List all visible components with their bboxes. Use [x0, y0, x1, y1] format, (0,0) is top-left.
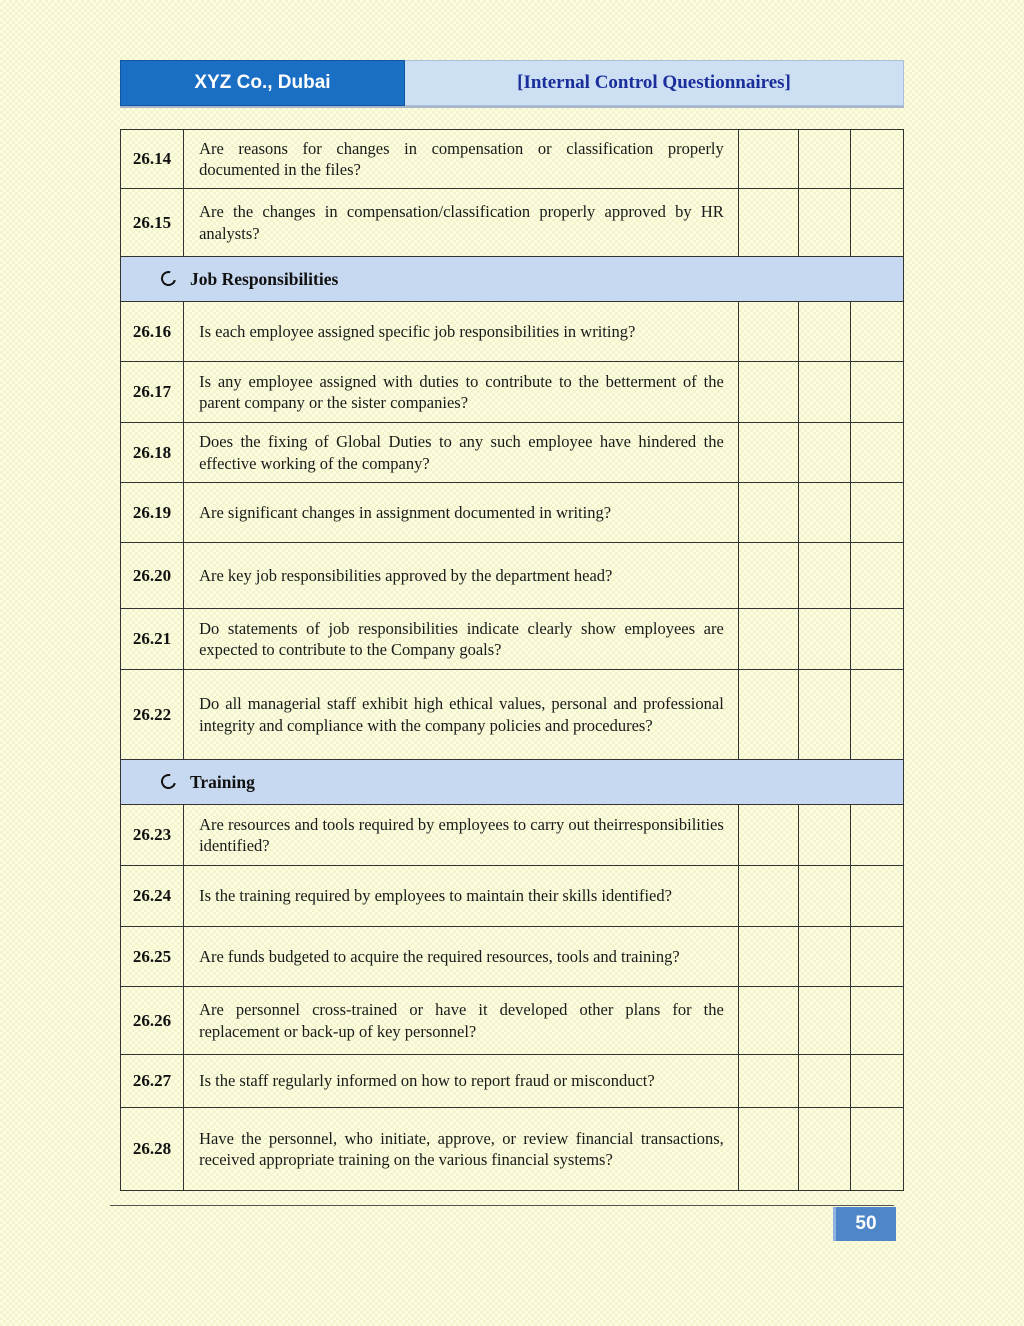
answer-cell-na[interactable]: [850, 543, 903, 609]
answer-cell-yes[interactable]: [738, 927, 798, 987]
circle-bullet-icon: [158, 268, 178, 288]
table-row: [121, 189, 904, 257]
table-row: [121, 670, 904, 760]
question-number: 26.19: [121, 483, 184, 543]
question-number: 26.26: [121, 987, 184, 1055]
question-text: Is the staff regularly informed on how to report fraud or misconduct?: [184, 1055, 739, 1108]
table-row: [121, 609, 904, 670]
table-row: [121, 483, 904, 543]
answer-cell-no[interactable]: [798, 927, 850, 987]
company-name: XYZ Co., Dubai: [120, 60, 405, 106]
document-title: [Internal Control Questionnaires]: [405, 60, 904, 106]
question-number: 26.16: [121, 302, 184, 362]
question-number: 26.28: [121, 1108, 184, 1191]
answer-cell-no[interactable]: [798, 866, 850, 927]
question-text: Are reasons for changes in compensation or classification properly documented in the files?: [184, 130, 739, 189]
question-text: Are significant changes in assignment documented in writing?: [184, 483, 739, 543]
table-row: [121, 362, 904, 423]
answer-cell-no[interactable]: [798, 670, 850, 760]
answer-cell-yes[interactable]: [738, 543, 798, 609]
question-number: 26.22: [121, 670, 184, 760]
table-row: [121, 1108, 904, 1191]
question-text: Are resources and tools required by employees to carry out theirresponsibilities identified?: [184, 805, 739, 866]
circle-bullet-icon: [158, 771, 178, 791]
question-text: Do all managerial staff exhibit high ethical values, personal and professional integrity and compliance with the company policies and procedures?: [184, 670, 739, 760]
question-number: 26.18: [121, 423, 184, 483]
answer-cell-na[interactable]: [850, 805, 903, 866]
question-number: 26.25: [121, 927, 184, 987]
question-number: 26.24: [121, 866, 184, 927]
table-row: [121, 543, 904, 609]
answer-cell-na[interactable]: [850, 866, 903, 927]
table-row: [121, 866, 904, 927]
question-text: Does the fixing of Global Duties to any such employee have hindered the effective working of the company?: [184, 423, 739, 483]
question-number: 26.17: [121, 362, 184, 423]
answer-cell-no[interactable]: [798, 805, 850, 866]
question-text: Is any employee assigned with duties to contribute to the betterment of the parent company or the sister companies?: [184, 362, 739, 423]
table-row: [121, 805, 904, 866]
answer-cell-na[interactable]: [850, 670, 903, 760]
answer-cell-yes[interactable]: [738, 302, 798, 362]
answer-cell-na[interactable]: [850, 483, 903, 543]
answer-cell-na[interactable]: [850, 1055, 903, 1108]
question-text: Is the training required by employees to maintain their skills identified?: [184, 866, 739, 927]
question-text: Are funds budgeted to acquire the required resources, tools and training?: [184, 927, 739, 987]
question-number: 26.27: [121, 1055, 184, 1108]
answer-cell-yes[interactable]: [738, 362, 798, 423]
question-text: Are the changes in compensation/classification properly approved by HR analysts?: [184, 189, 739, 257]
question-text: Are key job responsibilities approved by the department head?: [184, 543, 739, 609]
answer-cell-no[interactable]: [798, 483, 850, 543]
answer-cell-no[interactable]: [798, 987, 850, 1055]
answer-cell-na[interactable]: [850, 130, 903, 189]
answer-cell-yes[interactable]: [738, 670, 798, 760]
answer-cell-na[interactable]: [850, 362, 903, 423]
table-row: [121, 302, 904, 362]
answer-cell-na[interactable]: [850, 609, 903, 670]
page-header: [120, 60, 904, 108]
answer-cell-yes[interactable]: [738, 130, 798, 189]
answer-cell-na[interactable]: [850, 423, 903, 483]
section-title: Job Responsibilities: [190, 268, 339, 289]
section-row: [121, 760, 904, 805]
question-text: Do statements of job responsibilities indicate clearly show employees are expected to contribute to the Company goals?: [184, 609, 739, 670]
answer-cell-no[interactable]: [798, 302, 850, 362]
answer-cell-no[interactable]: [798, 609, 850, 670]
answer-cell-no[interactable]: [798, 1108, 850, 1191]
answer-cell-no[interactable]: [798, 543, 850, 609]
section-title: Training: [190, 771, 255, 792]
answer-cell-yes[interactable]: [738, 483, 798, 543]
answer-cell-na[interactable]: [850, 1108, 903, 1191]
answer-cell-no[interactable]: [798, 1055, 850, 1108]
answer-cell-na[interactable]: [850, 302, 903, 362]
answer-cell-no[interactable]: [798, 189, 850, 257]
questionnaire-table: [120, 129, 904, 1191]
answer-cell-yes[interactable]: [738, 609, 798, 670]
answer-cell-na[interactable]: [850, 987, 903, 1055]
table-row: [121, 423, 904, 483]
answer-cell-no[interactable]: [798, 362, 850, 423]
answer-cell-yes[interactable]: [738, 866, 798, 927]
page-number: 50: [833, 1207, 896, 1241]
answer-cell-no[interactable]: [798, 423, 850, 483]
answer-cell-na[interactable]: [850, 189, 903, 257]
answer-cell-yes[interactable]: [738, 423, 798, 483]
answer-cell-yes[interactable]: [738, 189, 798, 257]
table-row: [121, 927, 904, 987]
question-text: Are personnel cross-trained or have it developed other plans for the replacement or back-up of key personnel?: [184, 987, 739, 1055]
question-text: Is each employee assigned specific job responsibilities in writing?: [184, 302, 739, 362]
question-number: 26.23: [121, 805, 184, 866]
question-number: 26.14: [121, 130, 184, 189]
question-number: 26.20: [121, 543, 184, 609]
section-row: [121, 257, 904, 302]
answer-cell-no[interactable]: [798, 130, 850, 189]
question-number: 26.21: [121, 609, 184, 670]
answer-cell-yes[interactable]: [738, 1108, 798, 1191]
section-header-job-responsibilities: [121, 257, 904, 302]
question-number: 26.15: [121, 189, 184, 257]
table-row: [121, 130, 904, 189]
answer-cell-yes[interactable]: [738, 1055, 798, 1108]
answer-cell-na[interactable]: [850, 927, 903, 987]
table-row: [121, 1055, 904, 1108]
footer-divider: [110, 1205, 894, 1206]
answer-cell-yes[interactable]: [738, 805, 798, 866]
answer-cell-yes[interactable]: [738, 987, 798, 1055]
section-header-training: [121, 760, 904, 805]
table-row: [121, 987, 904, 1055]
question-text: Have the personnel, who initiate, approve, or review financial transactions, received appropriate training on the various financial systems?: [184, 1108, 739, 1191]
